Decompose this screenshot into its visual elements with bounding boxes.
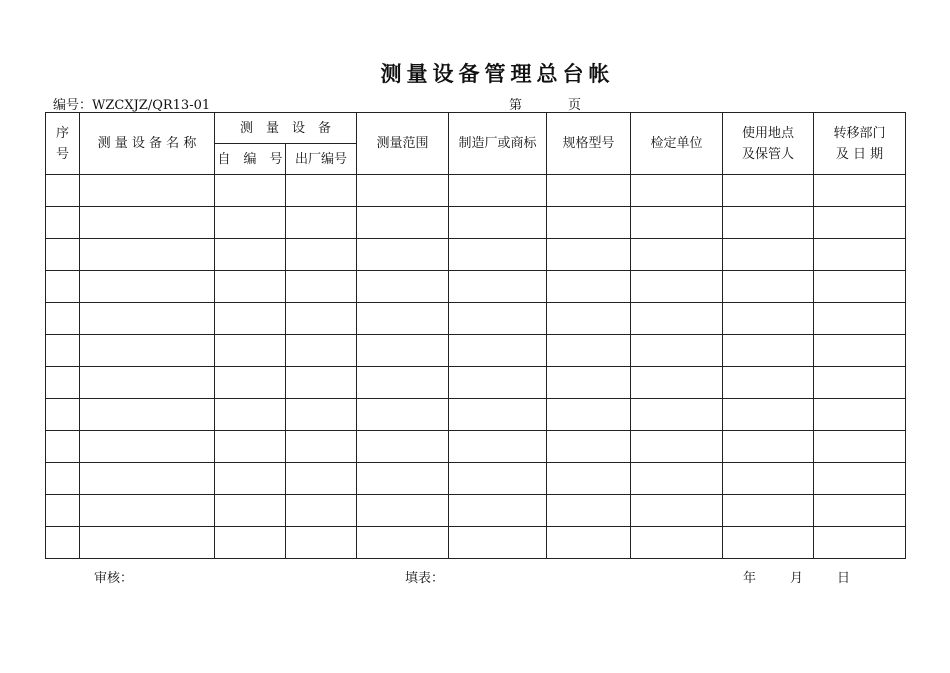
cell-calib-unit[interactable]	[631, 175, 723, 207]
cell-model[interactable]	[547, 495, 631, 527]
cell-model[interactable]	[547, 431, 631, 463]
header-transfer	[814, 113, 906, 175]
cell-self-no[interactable]	[215, 303, 286, 335]
table-row	[46, 463, 906, 495]
cell-seq[interactable]	[46, 207, 80, 239]
cell-self-no[interactable]	[215, 175, 286, 207]
cell-calib-unit[interactable]	[631, 271, 723, 303]
cell-range[interactable]	[357, 399, 449, 431]
cell-transfer[interactable]	[814, 463, 906, 495]
cell-calib-unit[interactable]	[631, 463, 723, 495]
header-seq-line2: 号	[55, 146, 69, 162]
cell-transfer[interactable]	[814, 495, 906, 527]
cell-maker[interactable]	[449, 303, 547, 335]
cell-transfer[interactable]	[814, 239, 906, 271]
table-row	[46, 367, 906, 399]
header-location-line1: 使用地点	[742, 125, 795, 141]
cell-seq[interactable]	[46, 335, 80, 367]
cell-device-name[interactable]	[80, 527, 215, 559]
cell-calib-unit[interactable]	[631, 495, 723, 527]
cell-maker[interactable]	[449, 207, 547, 239]
cell-model[interactable]	[547, 527, 631, 559]
cell-maker[interactable]	[449, 239, 547, 271]
cell-range[interactable]	[357, 335, 449, 367]
cell-calib-unit[interactable]	[631, 527, 723, 559]
header-location	[723, 113, 814, 175]
cell-device-name[interactable]	[80, 175, 215, 207]
cell-factory-no[interactable]	[286, 463, 357, 495]
cell-location[interactable]	[723, 463, 814, 495]
cell-model[interactable]	[547, 367, 631, 399]
header-location-line2: 及保管人	[742, 146, 795, 162]
cell-self-no[interactable]	[215, 335, 286, 367]
cell-factory-no[interactable]	[286, 431, 357, 463]
cell-range[interactable]	[357, 431, 449, 463]
header-model: 规格型号	[547, 113, 631, 175]
table-row	[46, 239, 906, 271]
page-number-label	[509, 94, 581, 113]
cell-factory-no[interactable]	[286, 495, 357, 527]
cell-transfer[interactable]	[814, 207, 906, 239]
cell-range[interactable]	[357, 175, 449, 207]
cell-range[interactable]	[357, 207, 449, 239]
cell-device-name[interactable]	[80, 463, 215, 495]
cell-location[interactable]	[723, 239, 814, 271]
cell-seq[interactable]	[46, 399, 80, 431]
cell-model[interactable]	[547, 399, 631, 431]
cell-seq[interactable]	[46, 495, 80, 527]
table-row	[46, 207, 906, 239]
cell-model[interactable]	[547, 463, 631, 495]
cell-factory-no[interactable]	[286, 367, 357, 399]
header-self-no: 自 编 号	[215, 144, 286, 175]
cell-location[interactable]	[723, 207, 814, 239]
cell-calib-unit[interactable]	[631, 335, 723, 367]
cell-location[interactable]	[723, 495, 814, 527]
header-range: 测量范围	[357, 113, 449, 175]
cell-device-name[interactable]	[80, 303, 215, 335]
cell-location[interactable]	[723, 431, 814, 463]
cell-seq[interactable]	[46, 271, 80, 303]
header-transfer-line1: 转移部门	[833, 125, 886, 141]
ledger-body	[46, 175, 906, 559]
cell-self-no[interactable]	[215, 399, 286, 431]
cell-maker[interactable]	[449, 431, 547, 463]
cell-device-name[interactable]	[80, 431, 215, 463]
cell-factory-no[interactable]	[286, 527, 357, 559]
table-row	[46, 335, 906, 367]
cell-calib-unit[interactable]	[631, 399, 723, 431]
doc-code: 编号：WZCXJZ/QR13-01	[53, 98, 211, 113]
cell-factory-no[interactable]	[286, 175, 357, 207]
table-row	[46, 175, 906, 207]
cell-calib-unit[interactable]	[631, 239, 723, 271]
cell-location[interactable]	[723, 399, 814, 431]
cell-factory-no[interactable]	[286, 335, 357, 367]
cell-calib-unit[interactable]	[631, 303, 723, 335]
cell-factory-no[interactable]	[286, 207, 357, 239]
date-month: 月	[790, 571, 804, 586]
cell-device-name[interactable]	[80, 399, 215, 431]
ledger-table	[45, 112, 906, 559]
header-factory-no: 出厂编号	[286, 144, 357, 175]
cell-range[interactable]	[357, 527, 449, 559]
cell-maker[interactable]	[449, 463, 547, 495]
cell-self-no[interactable]	[215, 239, 286, 271]
date-year: 年	[743, 571, 757, 586]
cell-transfer[interactable]	[814, 367, 906, 399]
cell-self-no[interactable]	[215, 367, 286, 399]
cell-location[interactable]	[723, 175, 814, 207]
cell-model[interactable]	[547, 207, 631, 239]
cell-maker[interactable]	[449, 175, 547, 207]
header-maker: 制造厂或商标	[449, 113, 547, 175]
cell-seq[interactable]	[46, 303, 80, 335]
cell-range[interactable]	[357, 239, 449, 271]
reviewer-label: 审核：	[94, 571, 134, 586]
table-row	[46, 527, 906, 559]
cell-seq[interactable]	[46, 239, 80, 271]
date-label	[743, 567, 850, 586]
cell-self-no[interactable]	[215, 431, 286, 463]
cell-maker[interactable]	[449, 271, 547, 303]
header-seq-line1: 序	[55, 125, 69, 141]
cell-transfer[interactable]	[814, 335, 906, 367]
cell-maker[interactable]	[449, 399, 547, 431]
cell-calib-unit[interactable]	[631, 207, 723, 239]
cell-model[interactable]	[547, 335, 631, 367]
cell-factory-no[interactable]	[286, 239, 357, 271]
cell-transfer[interactable]	[814, 175, 906, 207]
cell-transfer[interactable]	[814, 399, 906, 431]
cell-self-no[interactable]	[215, 271, 286, 303]
filler-label: 填表：	[405, 571, 445, 586]
date-day: 日	[837, 571, 851, 586]
table-row	[46, 495, 906, 527]
cell-seq[interactable]	[46, 431, 80, 463]
cell-location[interactable]	[723, 335, 814, 367]
cell-maker[interactable]	[449, 335, 547, 367]
header-device-name: 测 量 设 备 名 称	[80, 113, 215, 175]
header-transfer-line2: 及 日 期	[835, 146, 884, 162]
cell-location[interactable]	[723, 271, 814, 303]
cell-self-no[interactable]	[215, 495, 286, 527]
cell-range[interactable]	[357, 495, 449, 527]
form-title: 测量设备管理总台帐	[380, 62, 615, 86]
cell-factory-no[interactable]	[286, 303, 357, 335]
cell-maker[interactable]	[449, 495, 547, 527]
cell-transfer[interactable]	[814, 303, 906, 335]
cell-factory-no[interactable]	[286, 271, 357, 303]
cell-seq[interactable]	[46, 175, 80, 207]
cell-device-name[interactable]	[80, 207, 215, 239]
cell-calib-unit[interactable]	[631, 367, 723, 399]
page-prefix: 第	[509, 98, 523, 113]
cell-maker[interactable]	[449, 527, 547, 559]
cell-device-name[interactable]	[80, 495, 215, 527]
cell-self-no[interactable]	[215, 527, 286, 559]
cell-model[interactable]	[547, 271, 631, 303]
cell-range[interactable]	[357, 271, 449, 303]
table-row	[46, 271, 906, 303]
cell-transfer[interactable]	[814, 271, 906, 303]
cell-model[interactable]	[547, 239, 631, 271]
cell-seq[interactable]	[46, 463, 80, 495]
cell-range[interactable]	[357, 463, 449, 495]
header-seq	[46, 113, 80, 175]
cell-device-name[interactable]	[80, 271, 215, 303]
table-row	[46, 431, 906, 463]
header-row-1	[46, 113, 906, 144]
cell-self-no[interactable]	[215, 463, 286, 495]
cell-calib-unit[interactable]	[631, 431, 723, 463]
cell-transfer[interactable]	[814, 431, 906, 463]
cell-seq[interactable]	[46, 527, 80, 559]
page-suffix: 页	[568, 98, 582, 113]
cell-location[interactable]	[723, 367, 814, 399]
cell-device-name[interactable]	[80, 335, 215, 367]
cell-seq[interactable]	[46, 367, 80, 399]
cell-self-no[interactable]	[215, 207, 286, 239]
cell-range[interactable]	[357, 303, 449, 335]
cell-model[interactable]	[547, 303, 631, 335]
cell-device-name[interactable]	[80, 367, 215, 399]
cell-device-name[interactable]	[80, 239, 215, 271]
table-row	[46, 303, 906, 335]
cell-range[interactable]	[357, 367, 449, 399]
header-device-group: 测 量 设 备	[215, 113, 357, 144]
cell-factory-no[interactable]	[286, 399, 357, 431]
cell-location[interactable]	[723, 303, 814, 335]
table-row	[46, 399, 906, 431]
header-calib-unit: 检定单位	[631, 113, 723, 175]
cell-location[interactable]	[723, 527, 814, 559]
cell-transfer[interactable]	[814, 527, 906, 559]
cell-maker[interactable]	[449, 367, 547, 399]
cell-model[interactable]	[547, 175, 631, 207]
